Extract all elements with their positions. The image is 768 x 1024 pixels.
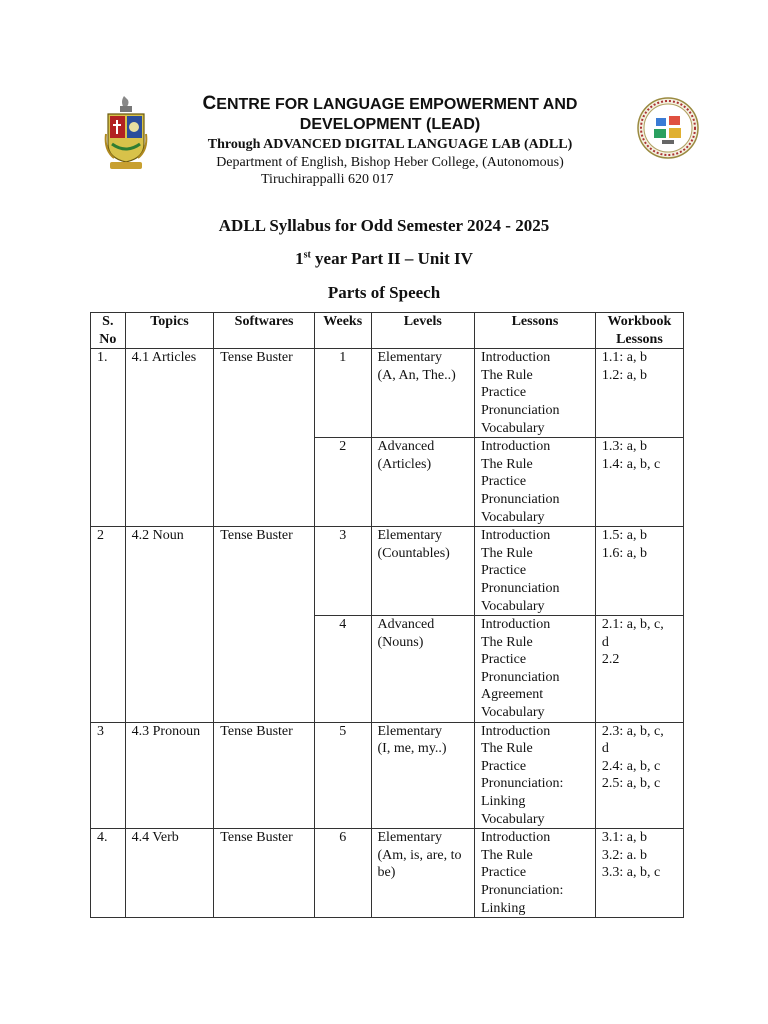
cell-line: (I, me, my..) xyxy=(377,741,447,757)
cell-line: Vocabulary xyxy=(480,598,545,614)
cell-line: Agreement xyxy=(480,687,544,703)
lead-seal-logo xyxy=(636,96,700,160)
college-crest-logo xyxy=(104,94,148,174)
cell-workbook xyxy=(595,722,683,829)
cell-line: Vocabulary xyxy=(480,811,545,827)
cell-line: Introduction xyxy=(480,528,551,544)
cell-line: Introduction xyxy=(480,723,551,739)
cell-sno: 1. xyxy=(91,349,126,527)
cell-topic: 4.3 Pronoun xyxy=(125,722,214,829)
cell-lessons xyxy=(474,722,595,829)
cell-workbook xyxy=(595,438,683,527)
cell-line: Introduction xyxy=(480,830,551,846)
table-row xyxy=(91,527,684,616)
cell-workbook xyxy=(595,829,683,918)
cell-line: Introduction xyxy=(480,617,551,633)
header-text: Workbook xyxy=(607,314,672,329)
cell-workbook xyxy=(595,527,683,616)
cell-line: Vocabulary xyxy=(480,705,545,721)
cell-line: Introduction xyxy=(480,439,551,455)
cell-lessons xyxy=(474,616,595,723)
cell-line: The Rule xyxy=(480,456,533,472)
cell-sno: 4. xyxy=(91,829,126,918)
cell-sno: 2 xyxy=(91,527,126,723)
cell-week: 2 xyxy=(314,438,371,527)
cell-line: The Rule xyxy=(480,634,533,650)
cell-week: 4 xyxy=(314,616,371,723)
cell-line: Advanced xyxy=(377,617,435,633)
cell-week: 1 xyxy=(314,349,371,438)
cell-line: Practice xyxy=(480,652,527,668)
header-softwares: Softwares xyxy=(214,313,315,349)
cell-lessons xyxy=(474,438,595,527)
cell-line: Practice xyxy=(480,474,527,490)
year-rest: year Part II – Unit IV xyxy=(310,249,473,268)
cell-line: 2.4: a, b, c xyxy=(601,758,661,774)
cell-lessons xyxy=(474,527,595,616)
cell-line: Practice xyxy=(480,385,527,401)
cell-line: 3.2: a. b xyxy=(601,847,647,863)
cell-line: Elementary xyxy=(377,528,443,544)
cell-line: Practice xyxy=(480,758,527,774)
cell-line: (Am, is, are, to xyxy=(377,847,462,863)
header-text: No xyxy=(99,331,117,347)
title-initial: C xyxy=(202,93,217,114)
cell-line: 1.3: a, b xyxy=(601,439,647,455)
cell-software: Tense Buster xyxy=(214,722,315,829)
cell-line: Linking xyxy=(480,900,526,916)
cell-week: 3 xyxy=(314,527,371,616)
cell-line: 2.3: a, b, c, xyxy=(601,723,664,739)
cell-sno: 3 xyxy=(91,722,126,829)
topic-title: Parts of Speech xyxy=(327,283,441,302)
cell-line: 2.5: a, b, c xyxy=(601,776,661,792)
cell-line: 1.2: a, b xyxy=(601,367,647,383)
cell-level xyxy=(371,829,474,918)
cell-line: Practice xyxy=(480,865,527,881)
cell-line: d xyxy=(601,634,609,650)
title-line-2: DEVELOPMENT (LEAD) xyxy=(299,116,481,133)
cell-line: Advanced xyxy=(377,439,435,455)
cell-line: 2.2 xyxy=(601,652,620,668)
cell-workbook xyxy=(595,616,683,723)
table-row xyxy=(91,349,684,438)
cell-line: Elementary xyxy=(377,723,443,739)
cell-line: The Rule xyxy=(480,847,533,863)
cell-week: 6 xyxy=(314,829,371,918)
cell-topic: 4.4 Verb xyxy=(125,829,214,918)
cell-topic: 4.1 Articles xyxy=(125,349,214,527)
cell-line: The Rule xyxy=(480,741,533,757)
table-row xyxy=(91,829,684,918)
cell-topic: 4.2 Noun xyxy=(125,527,214,723)
table-body xyxy=(91,349,684,918)
cell-line: 2.1: a, b, c, xyxy=(601,617,664,633)
header-workbook xyxy=(595,313,683,349)
cell-line: Pronunciation: xyxy=(480,776,564,792)
cell-line: 1.6: a, b xyxy=(601,545,647,561)
cell-line: (Countables) xyxy=(377,545,450,561)
cell-lessons xyxy=(474,349,595,438)
cell-software: Tense Buster xyxy=(214,349,315,527)
department-line: Department of English, Bishop Heber College, (Autonomous) xyxy=(216,155,564,170)
table-header-row xyxy=(91,313,684,349)
syllabus-table xyxy=(90,312,684,918)
header-lessons: Lessons xyxy=(474,313,595,349)
cell-line: Elementary xyxy=(377,830,443,846)
cell-workbook xyxy=(595,349,683,438)
table-row xyxy=(91,722,684,829)
cell-line: Linking xyxy=(480,794,526,810)
centre-title xyxy=(170,94,610,135)
cell-level xyxy=(371,616,474,723)
header-text: Lessons xyxy=(616,331,663,347)
year-number: 1 xyxy=(295,249,304,268)
cell-line: Pronunciation xyxy=(480,491,560,507)
cell-line: (Articles) xyxy=(377,456,432,472)
cell-level xyxy=(371,438,474,527)
header-weeks: Weeks xyxy=(314,313,371,349)
year-title xyxy=(0,249,768,269)
header-topics: Topics xyxy=(125,313,214,349)
cell-line: Elementary xyxy=(377,350,443,366)
cell-line: 1.4: a, b, c xyxy=(601,456,661,472)
cell-line: Vocabulary xyxy=(480,420,545,436)
cell-level xyxy=(371,527,474,616)
header-block xyxy=(170,94,610,188)
cell-line: 1.5: a, b xyxy=(601,528,647,544)
cell-level xyxy=(371,349,474,438)
title-line-1: ENTRE FOR LANGUAGE EMPOWERMENT AND xyxy=(216,96,578,113)
header-text: S. xyxy=(102,314,114,329)
cell-line: Pronunciation xyxy=(480,669,560,685)
cell-line: Pronunciation: xyxy=(480,883,564,898)
cell-line: Introduction xyxy=(480,350,551,366)
cell-line: (Nouns) xyxy=(377,634,424,650)
lab-subtitle: Through ADVANCED DIGITAL LANGUAGE LAB (ADLL) xyxy=(207,137,573,152)
cell-line: Pronunciation xyxy=(480,580,560,596)
cell-line: (A, An, The..) xyxy=(377,367,456,383)
header-sno xyxy=(91,313,126,349)
cell-line: The Rule xyxy=(480,367,533,383)
cell-software: Tense Buster xyxy=(214,829,315,918)
syllabus-title: ADLL Syllabus for Odd Semester 2024 - 2025 xyxy=(218,216,550,235)
cell-software: Tense Buster xyxy=(214,527,315,723)
header-levels: Levels xyxy=(371,313,474,349)
cell-line: 3.3: a, b, c xyxy=(601,865,661,881)
cell-line: Vocabulary xyxy=(480,509,545,525)
cell-line: Practice xyxy=(480,563,527,579)
cell-line: be) xyxy=(377,865,396,881)
cell-line: 3.1: a, b xyxy=(601,830,647,846)
cell-level xyxy=(371,722,474,829)
year-suffix: st xyxy=(303,249,311,261)
cell-line: 1.1: a, b xyxy=(601,350,647,366)
cell-lessons xyxy=(474,829,595,918)
cell-line: The Rule xyxy=(480,545,533,561)
cell-week: 5 xyxy=(314,722,371,829)
city-line: Tiruchirappalli 620 017 xyxy=(261,172,394,187)
cell-line: Pronunciation xyxy=(480,402,560,418)
cell-line: d xyxy=(601,741,609,757)
